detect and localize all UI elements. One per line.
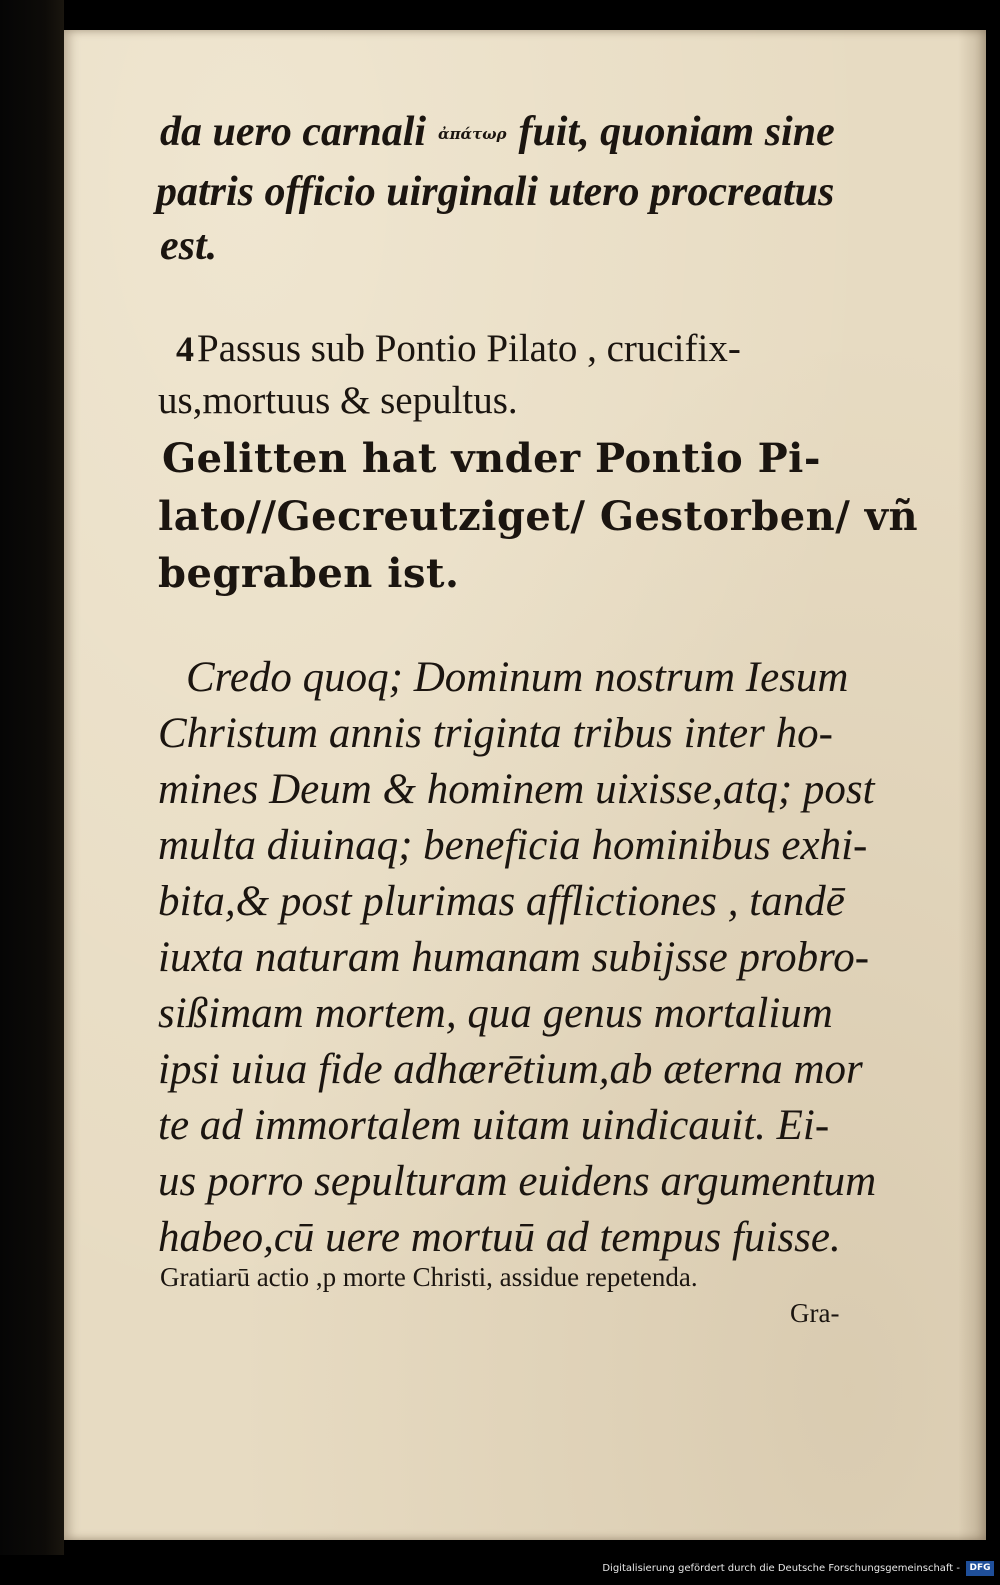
commentary-line-10: us porro sepulturam euidens argumentum xyxy=(158,1158,877,1205)
top-line-2: patris officio uirginali utero procreatus xyxy=(156,169,835,215)
commentary-line-11: habeo,cū uere mortuū ad tempus fuisse. xyxy=(158,1214,841,1261)
top-line-1-text: da uero carnali xyxy=(160,109,427,155)
german-article-line-2: lato//Gecreutziget/ Gestorben/ vñ xyxy=(158,493,919,540)
commentary-line-1: Credo quoq; Dominum nostrum Iesum xyxy=(186,654,849,701)
dfg-logo: DFG xyxy=(966,1561,994,1576)
latin-article-line-1-text: Passus sub Pontio Pilato , crucifix- xyxy=(197,327,741,370)
marginal-note: Gratiarū actio ,p morte Christi, assidue repetenda. xyxy=(160,1262,698,1292)
german-article-line-3: begraben ist. xyxy=(158,550,460,597)
commentary-line-9: te ad immortalem uitam uindicauit. Ei- xyxy=(158,1102,830,1149)
commentary-line-6: iuxta naturam humanam subijsse probro- xyxy=(158,934,870,981)
page-shading xyxy=(958,30,986,1540)
top-line-3: est. xyxy=(160,223,218,269)
commentary-line-2: Christum annis triginta tribus inter ho- xyxy=(158,710,833,757)
latin-article-line-2: us,mortuus & sepultus. xyxy=(158,379,518,422)
catchword: Gra- xyxy=(790,1298,840,1328)
book-edge xyxy=(0,0,64,1555)
digitization-footer xyxy=(0,1555,1000,1585)
commentary-line-8: ipsi uiua fide adhærētium,ab æterna mor xyxy=(158,1046,863,1093)
commentary-line-3: mines Deum & hominem uixisse,atq; post xyxy=(158,766,875,813)
book-page xyxy=(64,30,986,1540)
section-number: 4 xyxy=(176,329,194,369)
top-line-1 xyxy=(160,108,835,156)
top-line-1-end: fuit, quoniam sine xyxy=(518,109,835,155)
german-article-line-1: Gelitten hat vnder Pontio Pi- xyxy=(162,435,821,482)
footer-credit: Digitalisierung gefördert durch die Deutsche Forschungsgemeinschaft - xyxy=(602,1563,960,1574)
commentary-line-5: bita,& post plurimas afflictiones , tandē xyxy=(158,878,845,925)
commentary-line-4: multa diuinaq; beneficia hominibus exhi- xyxy=(158,822,868,869)
commentary-line-7: sißimam mortem, qua genus mortalium xyxy=(158,990,833,1037)
latin-article-line-1 xyxy=(176,326,741,371)
greek-word: ἀπάτωρ xyxy=(438,125,507,143)
